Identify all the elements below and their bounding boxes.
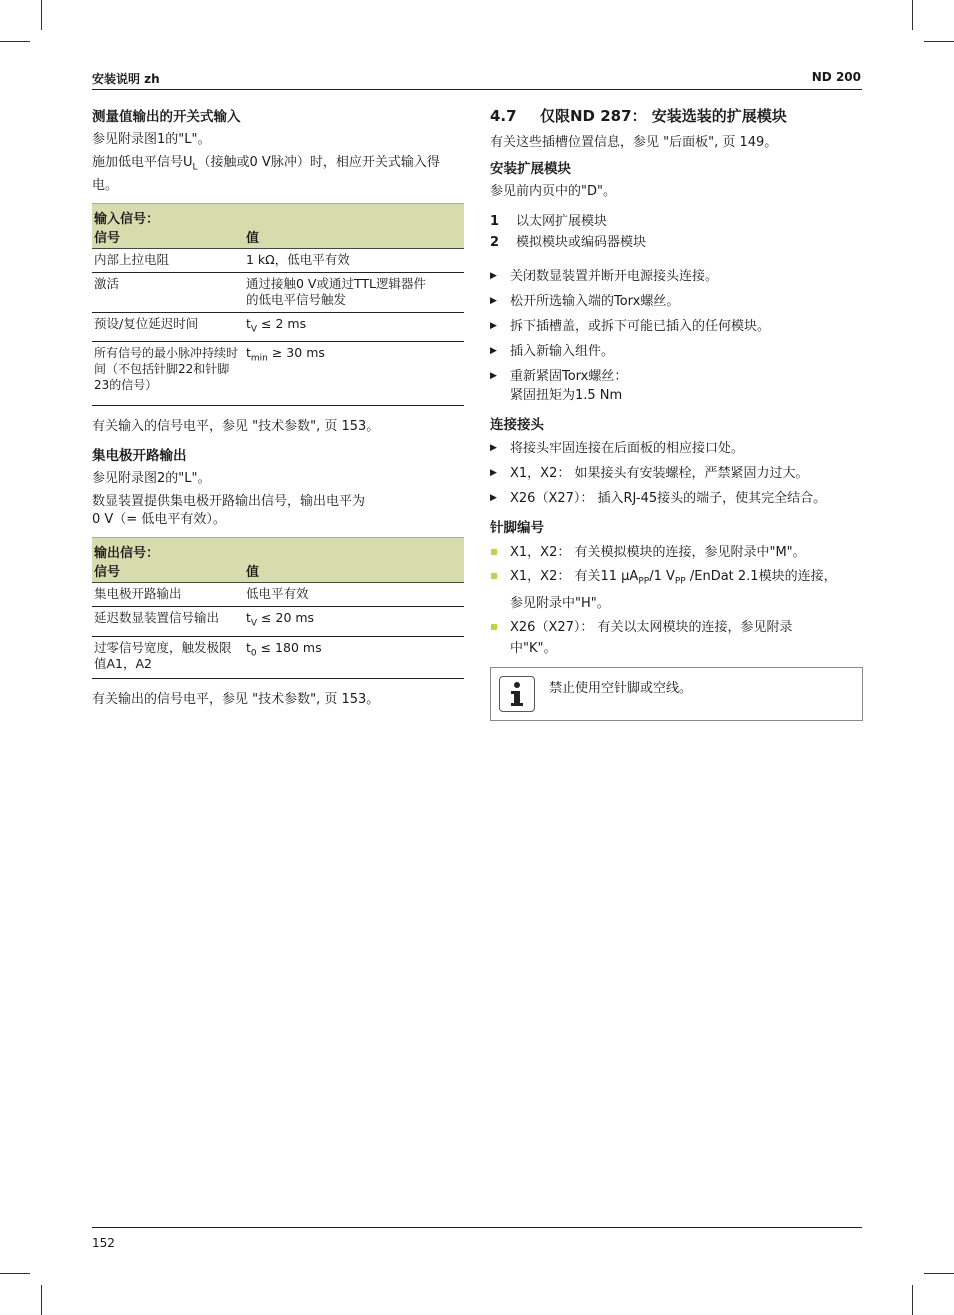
list-item: X26（X27）： 有关以太网模块的连接，参见附录 中"K"。 <box>490 617 862 659</box>
table-row <box>92 636 464 678</box>
table-cell: 集电极开路输出 <box>92 583 244 607</box>
header-rule <box>92 89 862 90</box>
subheading-connect: 连接接头 <box>490 417 544 433</box>
subheading-install-module: 安装扩展模块 <box>490 161 571 177</box>
paragraph: 参见附录图1的"L"。 <box>92 132 211 147</box>
table-header-value: 值 <box>244 538 464 583</box>
list-item: ▶ 关闭数显装置并断开电源接头连接。 <box>490 267 862 286</box>
right-column <box>490 105 862 721</box>
table-header-row <box>92 203 464 248</box>
input-signal-table <box>92 203 464 407</box>
table-row <box>92 607 464 637</box>
info-icon <box>499 676 535 712</box>
crop-mark <box>41 1285 42 1315</box>
note-text: 禁止使用空针脚或空线。 <box>549 680 693 696</box>
list-item: X1，X2： 有关模拟模块的连接，参见附录中"M"。 <box>490 542 862 563</box>
section-heading-open-collector: 集电极开路输出 <box>92 448 187 465</box>
section-title-text: 仅限ND 287： 安装选装的扩展模块 <box>540 107 787 125</box>
table-cell: $t_V \le 2$ ms <box>244 312 464 342</box>
table-header-signal: 输入信号： 信号 <box>92 203 244 248</box>
table-row <box>92 583 464 607</box>
crop-mark <box>912 1285 913 1315</box>
table-header-row <box>92 538 464 583</box>
table-cell: $t_V \le 20$ ms <box>244 607 464 637</box>
crop-mark <box>0 1273 30 1274</box>
pinout-list <box>490 542 862 659</box>
running-header-product: ND 200 <box>811 70 861 84</box>
footer-rule <box>92 1227 862 1228</box>
crop-mark <box>912 0 913 30</box>
section-heading-switch-inputs: 测量值输出的开关式输入 <box>92 109 241 125</box>
table-header-value: 值 <box>244 203 464 248</box>
list-item: X1，X2： 有关11 µA$_{PP}$/1 $V_{PP}$ /EnDat 2.1模块的连接， 参见附录中"H"。 <box>490 566 862 614</box>
table-row <box>92 342 464 406</box>
page-number: 152 <box>92 1236 115 1250</box>
table-cell: 低电平有效 <box>244 583 464 607</box>
list-item: ▶ 拆下插槽盖，或拆下可能已插入的任何模块。 <box>490 317 862 336</box>
paragraph: 数显装置提供集电极开路输出信号，输出电平为 0 V（= 低电平有效）。 <box>92 494 366 528</box>
crop-mark <box>41 0 42 30</box>
install-steps <box>490 267 862 405</box>
numbered-list <box>490 211 862 253</box>
table-cell: 预设/复位延迟时间 <box>92 312 244 342</box>
connect-steps <box>490 439 862 508</box>
crop-mark <box>0 41 30 42</box>
table-cell: 1 kΩ，低电平有效 <box>244 248 464 272</box>
table-header-signal: 输出信号： 信号 <box>92 538 244 583</box>
section-number: 4.7 <box>490 107 517 125</box>
table-row <box>92 312 464 342</box>
table-cell: $t_0 \le 180$ ms <box>244 636 464 678</box>
list-item: ▶ 插入新输入组件。 <box>490 342 862 361</box>
table-cell: 激活 <box>92 272 244 312</box>
paragraph: 施加低电平信号$U_L$（接触或0 V脉冲）时，相应开关式输入得电。 <box>92 155 440 193</box>
table-row <box>92 248 464 272</box>
table-cell: 延迟数显装置信号输出 <box>92 607 244 637</box>
section-title <box>490 105 862 126</box>
table-cell: 内部上拉电阻 <box>92 248 244 272</box>
list-item: ▶ 松开所选输入端的Torx螺丝。 <box>490 292 862 311</box>
table-cell: 所有信号的最小脉冲持续时间（不包括针脚22和针脚23的信号） <box>92 342 244 406</box>
list-item: ▶ 将接头牢固连接在后面板的相应接口处。 <box>490 439 862 458</box>
table-cell: 过零信号宽度，触发极限值A1，A2 <box>92 636 244 678</box>
crop-mark <box>924 1273 954 1274</box>
list-item: 2 模拟模块或编码器模块 <box>490 235 647 250</box>
paragraph: 有关输出的信号电平，参见 "技术参数", 页 153。 <box>92 691 380 707</box>
info-note-box <box>490 667 863 721</box>
list-item: ▶ X1，X2： 如果接头有安装螺栓，严禁紧固力过大。 <box>490 464 862 483</box>
paragraph: 有关输入的信号电平，参见 "技术参数", 页 153。 <box>92 419 380 435</box>
left-column <box>92 105 464 714</box>
list-item: ▶ X26（X27）： 插入RJ-45接头的端子，使其完全结合。 <box>490 489 862 508</box>
paragraph: 参见附录图2的"L"。 <box>92 471 211 487</box>
table-row <box>92 272 464 312</box>
subheading-pinout: 针脚编号 <box>490 520 544 536</box>
crop-mark <box>924 41 954 42</box>
list-item: 1 以太网扩展模块 <box>490 214 608 229</box>
paragraph: 参见前内页中的"D"。 <box>490 184 616 199</box>
table-cell: 通过接触0 V或通过TTL逻辑器件 的低电平信号触发 <box>244 272 464 312</box>
list-item: ▶ 重新紧固Torx螺丝： 紧固扭矩为1.5 Nm <box>490 367 862 405</box>
paragraph: 有关这些插槽位置信息，参见 "后面板", 页 149。 <box>490 135 778 150</box>
output-signal-table <box>92 537 464 679</box>
table-cell: $t_{min} \ge 30$ ms <box>244 342 464 406</box>
running-header-title: 安装说明 zh <box>92 72 160 86</box>
